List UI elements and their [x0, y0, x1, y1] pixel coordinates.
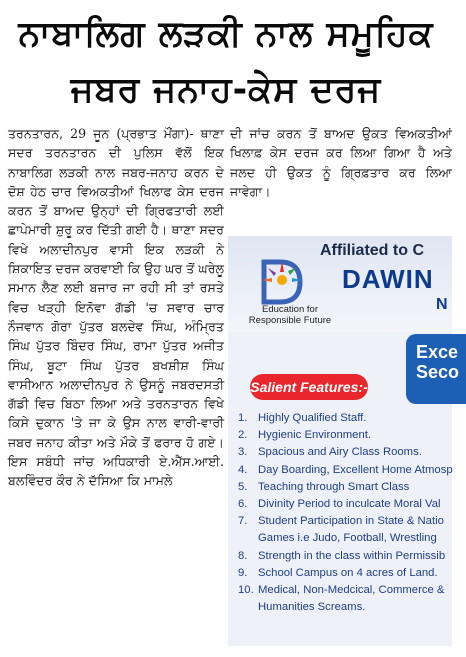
salient-features-label: Salient Features:-: [250, 374, 368, 400]
headline-line-2: ਜਬਰ ਜਨਾਹ-ਕੇਸ ਦਰਜ: [70, 70, 382, 110]
school-logo-icon: [250, 254, 314, 308]
feature-item: 4. Day Boarding, Excellent Home Atmosp: [238, 463, 453, 476]
headline-line-1: ਨਾਬਾਲਿਗ ਲੜਕੀ ਨਾਲ ਸਮੂਹਿਕ: [18, 14, 434, 54]
feature-item: 1. Highly Qualified Staff.: [238, 412, 367, 424]
article-column-1: [8, 124, 224, 491]
school-advertisement: [228, 236, 460, 646]
feature-item: 7. Student Participation in State & Natio: [238, 515, 444, 528]
ad-school-name: DAWIN: [342, 264, 434, 294]
feature-item-continuation: Humanities Screams.: [258, 601, 366, 614]
ad-affiliation-text: Affiliated to C: [320, 242, 424, 259]
feature-item: 2. Hygienic Environment.: [238, 429, 372, 442]
article-body-text: ਤਰਨਤਾਰਨ, 29 ਜੂਨ (ਪ੍ਰਭਾਤ ਮੌਂਗਾ)- ਥਾਣਾ ਸਦਰ ਤਰਨਤਾਰਨ ਦੀ ਪੁਲਿਸ ਵੱਲੋਂ ਇਕ ਨਾਬਾਲਿਗ ਲੜਕੀ ਨਾਲ ਜਬਰ-ਜਨਾਹ ਕਰਨ ਦੇ ਦੋਸ਼ ਹੇਠ ਚਾਰ ਵਿਅਕਤੀਆਂ ਖਿਲਾਫ ਕੇਸ ਦਰਜ ਕਰਨ ਤੋਂ ਬਾਅਦ ਉਨ੍ਹਾਂ ਦੀ ਗ੍ਰਿਫਤਾਰੀ ਲਈ ਛਾਪੇਮਾਰੀ ਸ਼ੁਰੂ ਕਰ ਦਿੱਤੀ ਗਈ ਹੈ। ਥਾਣਾ ਸਦਰ ਵਿਖੇ ਅਲਾਦੀਨਪੁਰ ਵਾਸੀ ਇਕ ਲੜਕੀ ਨੇ ਸ਼ਿਕਾਇਤ ਦਰਜ ਕਰਵਾਈ ਕਿ ਉਹ ਘਰ ਤੋਂ ਘਰੇਲੂ ਸਮਾਨ ਲੈਣ ਲਈ ਬਜਾਰ ਜਾ ਰਹੀ ਸੀ ਤਾਂ ਰਸਤੇ ਵਿਚ ਖੜ੍ਹੀ ਇਨੋਵਾ ਗੱਡੀ 'ਚ ਸਵਾਰ ਚਾਰ ਨੌਜਵਾਨ ਗੋਰਾ ਪੁੱਤਰ ਬਲਦੇਵ ਸਿੰਘ, ਅੰਮ੍ਰਿਤ ਸਿੰਘ ਪੁੱਤਰ ਬਿੰਦਰ ਸਿੰਘ, ਰਾਮਾ ਪੁੱਤਰ ਅਜੀਤ ਸਿੰਘ, ਬੂਟਾ ਸਿੰਘ ਪੁੱਤਰ ਬਖਸ਼ੀਸ਼ ਸਿੰਘ ਵਾਸੀਆਨ ਅਲਾਦੀਨਪੁਰ ਨੇ ਉਸਨੂੰ ਜਬਰਦਸਤੀ ਗੱਡੀ ਵਿਚ ਬਿਠਾ ਲਿਆ ਅਤੇ ਤਰਨਤਾਰਨ ਵਿਖੇ ਕਿਸੇ ਦੁਕਾਨ 'ਤੇ ਜਾ ਕੇ ਉਸ ਨਾਲ ਵਾਰੀ-ਵਾਰੀ ਜਬਰ ਜਨਾਹ ਕੀਤਾ ਅਤੇ ਮੌਕੇ ਤੋਂ ਫਰਾਰ ਹੋ ਗਏ। ਇਸ ਸਬੰਧੀ ਜਾਂਚ ਅਧਿਕਾਰੀ ਏ.ਐੱਸ.ਆਈ. ਬਲਵਿੰਦਰ ਕੌਰ ਨੇ ਦੱਸਿਆ ਕਿ ਮਾਮਲੇ: [8, 126, 225, 489]
badge-line-2: Seco: [416, 362, 460, 382]
article-column-2: [230, 124, 452, 201]
feature-item: 8. Strength in the class within Permissib: [238, 549, 446, 562]
feature-item: 3. Spacious and Airy Class Rooms.: [238, 446, 422, 459]
ad-school-name-tail: N: [436, 296, 448, 313]
feature-item: 9. School Campus on 4 acres of Land.: [238, 566, 438, 579]
badge-line-1: Exce: [416, 342, 459, 362]
article-body-continuation: ਦੀ ਜਾਂਚ ਕਰਨ ਤੋਂ ਬਾਅਦ ਉਕਤ ਵਿਅਕਤੀਆਂ ਖਿਲਾਫ਼ ਕੇਸ ਦਰਜ ਕਰ ਲਿਆ ਗਿਆ ਹੈ ਅਤੇ ਜਲਦ ਹੀ ਉਕਤ ਨੂੰ ਗ੍ਰਿਫ਼ਤਾਰ ਕਰ ਲਿਆ ਜਾਵੇਗਾ।: [230, 126, 452, 199]
ad-excellence-badge: [406, 334, 466, 404]
feature-item-continuation: Games i.e Judo, Football, Wrestling: [258, 532, 437, 545]
feature-item: 10. Medical, Non-Medcical, Commerce &: [238, 583, 445, 596]
feature-item: 5. Teaching through Smart Class: [238, 480, 410, 493]
features-list: [238, 410, 458, 616]
ad-tagline: Education for Responsible Future: [248, 304, 332, 326]
feature-item: 6. Divinity Period to inculcate Moral Val: [238, 497, 441, 510]
